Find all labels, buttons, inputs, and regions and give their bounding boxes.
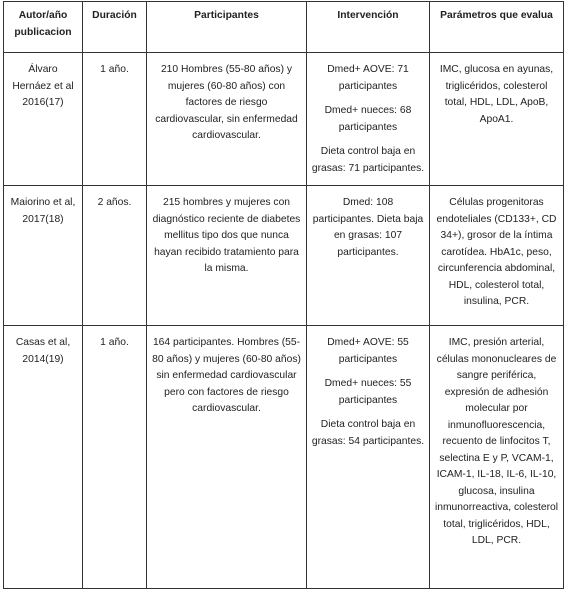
- cell-intervention: [307, 186, 430, 326]
- cell-parameters: IMC, presión arterial, células mononucleares de sangre periférica, expresión de adhesión molecular por inmunofluorescencia, recuento de linfocitos T, selectina E y P, VCAM-1, ICAM-1, IL-18, IL-6, IL-10, glucosa, insulina inmunorreactiva, colesterol total, triglicéridos, HDL, LDL, PCR.: [430, 326, 564, 589]
- cell-participants: 210 Hombres (55-80 años) y mujeres (60-80 años) con factores de riesgo cardiovascular, sin enfermedad cardiovascular.: [147, 53, 307, 186]
- header-duration: Duración: [83, 2, 147, 53]
- cell-duration: 1 año.: [83, 326, 147, 589]
- cell-intervention: [307, 326, 430, 589]
- cell-author: Casas et al, 2014(19): [4, 326, 83, 589]
- intervention-item: Dmed: 108 participantes. Dieta baja en grasas: 107 participantes.: [312, 197, 424, 258]
- table-row: [4, 186, 564, 326]
- intervention-item: Dieta control baja en grasas: 71 participantes.: [311, 146, 425, 174]
- table-row: [4, 326, 564, 589]
- intervention-item: Dmed+ nueces: 68 participantes: [324, 105, 412, 133]
- header-author: Autor/año publicacion: [4, 2, 83, 53]
- intervention-item: Dmed+ AOVE: 55 participantes: [327, 337, 409, 365]
- cell-participants: 164 participantes. Hombres (55-80 años) y mujeres (60-80 años) sin enfermedad cardiovascular pero con factores de riesgo cardiovascular.: [147, 326, 307, 589]
- table-row: [4, 53, 564, 186]
- cell-parameters: IMC, glucosa en ayunas, triglicéridos, colesterol total, HDL, LDL, ApoB, ApoA1.: [430, 53, 564, 186]
- cell-parameters: Células progenitoras endoteliales (CD133+, CD 34+), grosor de la íntima carotídea. HbA1c, peso, circunferencia abdominal, HDL, colesterol total, insulina, PCR.: [430, 186, 564, 326]
- intervention-item: Dieta control baja en grasas: 54 participantes.: [311, 419, 425, 447]
- header-participants: Participantes: [147, 2, 307, 53]
- intervention-item: Dmed+ nueces: 55 participantes: [324, 378, 412, 406]
- cell-duration: 2 años.: [83, 186, 147, 326]
- header-intervention: Intervención: [307, 2, 430, 53]
- header-parameters: Parámetros que evalua: [430, 2, 564, 53]
- cell-intervention: [307, 53, 430, 186]
- cell-participants: 215 hombres y mujeres con diagnóstico reciente de diabetes mellitus tipo dos que nunca hayan recibido tratamiento para la misma.: [147, 186, 307, 326]
- cell-duration: 1 año.: [83, 53, 147, 186]
- table-header-row: [4, 2, 564, 53]
- studies-table: [3, 1, 564, 589]
- cell-author: Maiorino et al, 2017(18): [4, 186, 83, 326]
- cell-author: Álvaro Hernáez et al 2016(17): [4, 53, 83, 186]
- intervention-item: Dmed+ AOVE: 71 participantes: [327, 64, 409, 92]
